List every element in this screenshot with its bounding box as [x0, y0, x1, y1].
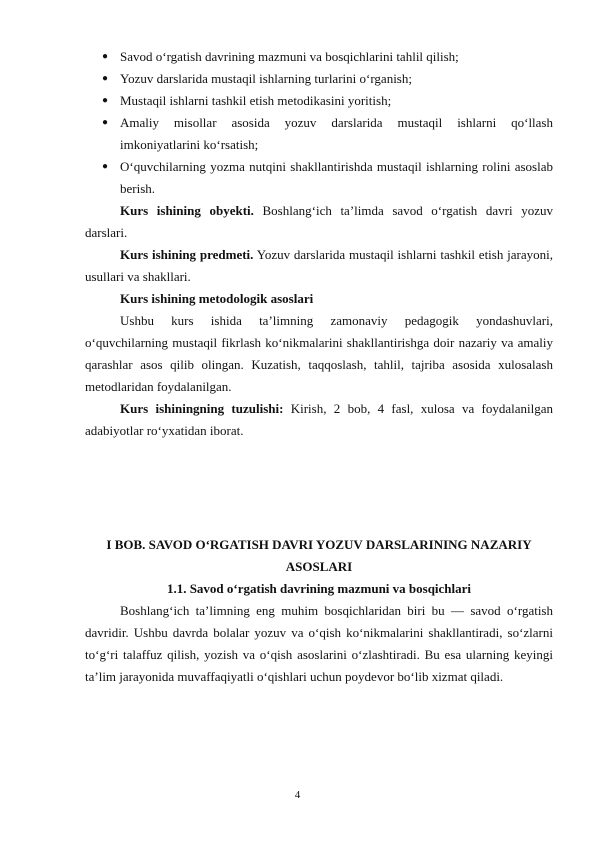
subject-paragraph — [85, 244, 553, 288]
bullet-dot-icon: ● — [102, 161, 109, 172]
structure-label: Kurs ishiningning tuzulishi: — [120, 401, 284, 416]
chapter-title: I BOB. SAVOD O‘RGATISH DAVRI YOZUV DARSLARINING NAZARIY ASOSLARI — [106, 537, 532, 574]
structure-paragraph — [85, 398, 553, 442]
page-number: 4 — [294, 789, 301, 801]
bullet-dot-icon: ● — [102, 117, 109, 128]
list-item — [85, 112, 553, 156]
list-item — [85, 46, 553, 68]
section-paragraph: Boshlang‘ich ta’limning eng muhim bosqichlaridan biri bu — savod o‘rgatish davridir. Ushbu davrda bolalar yozuv va o‘qish ko‘nikmalarini shakllantiradi, so‘zlarni to‘g‘ri talaffuz qilish, yozish va o‘qish asoslarini o‘zlashtiradi. Bu esa ularning keyingi ta’lim jarayonida muvaffaqiyatli o‘qishlari uchun poydevor bo‘lib xizmat qiladi. — [85, 603, 553, 684]
list-item-text: Amaliy misollar asosida yozuv darslarida mustaqil ishlarni qo‘llash imkoniyatlarini ko‘rsatish; — [120, 115, 553, 152]
list-item-text: O‘quvchilarning yozma nutqini shakllantirishda mustaqil ishlarning rolini asoslab berish. — [120, 159, 553, 196]
object-paragraph — [85, 200, 553, 244]
goals-list — [85, 46, 553, 200]
object-text: Boshlang‘ich ta’limda savod o‘rgatish davri yozuv darslari. — [85, 203, 553, 240]
object-label: Kurs ishining obyekti. — [120, 203, 254, 218]
methodology-heading: Kurs ishining metodologik asoslari — [120, 291, 314, 306]
list-item-text: Mustaqil ishlarni tashkil etish metodikasini yoritish; — [120, 93, 392, 108]
bullet-dot-icon: ● — [102, 51, 109, 62]
list-item — [85, 156, 553, 200]
page-content — [85, 46, 553, 688]
blank-space — [85, 442, 553, 534]
list-item-text: Yozuv darslarida mustaqil ishlarning turlarini o‘rganish; — [120, 71, 412, 86]
section-title: 1.1. Savod o‘rgatish davrining mazmuni va bosqichlari — [166, 581, 472, 596]
bullet-dot-icon: ● — [102, 95, 109, 106]
list-item-text: Savod o‘rgatish davrining mazmuni va bosqichlarini tahlil qilish; — [120, 49, 459, 64]
list-item — [85, 68, 553, 90]
subject-text: Yozuv darslarida mustaqil ishlarni tashkil etish jarayoni, usullari va shakllari. — [85, 247, 553, 284]
structure-text: Kirish, 2 bob, 4 fasl, xulosa va foydalanilgan adabiyotlar ro‘yxatidan iborat. — [85, 401, 553, 438]
bullet-dot-icon: ● — [102, 73, 109, 84]
methodology-paragraph: Ushbu kurs ishida ta’limning zamonaviy pedagogik yondashuvlari, o‘quvchilarning mustaqil fikrlash ko‘nikmalarini shakllantirishga doir nazariy va amaliy qarashlar asos qilib olingan. Kuzatish, taqqoslash, tahlil, tajriba asosida xulosalash metodlaridan foydalanilgan. — [85, 313, 553, 394]
list-item — [85, 90, 553, 112]
subject-label: Kurs ishining predmeti. — [120, 247, 254, 262]
